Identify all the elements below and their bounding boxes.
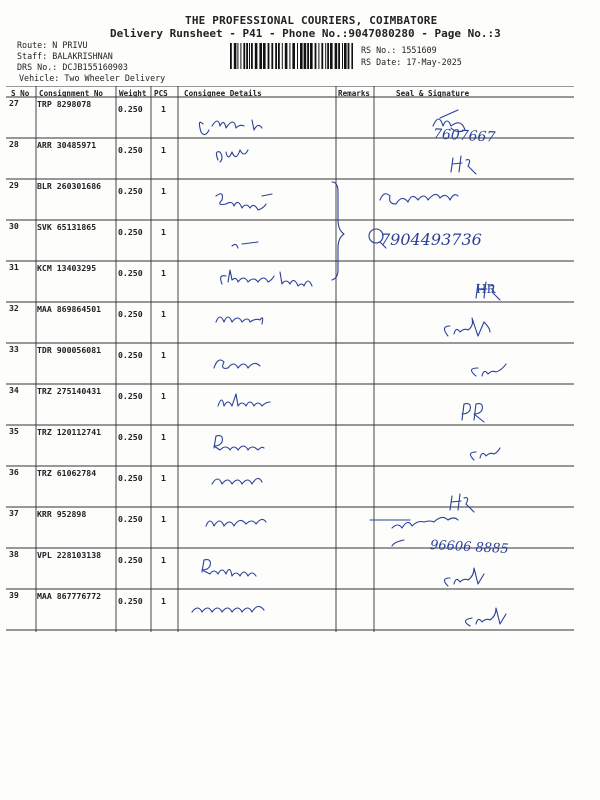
barcode-bar	[327, 43, 329, 69]
handwritten-seal-hr: HR	[476, 282, 496, 296]
row-sno: 30	[9, 221, 19, 231]
barcode-bar	[282, 43, 283, 69]
row-pcs: 1	[161, 227, 166, 237]
row-sno: 35	[9, 426, 19, 436]
row-pcs: 1	[161, 186, 166, 196]
row-pcs: 1	[161, 432, 166, 442]
row-pcs: 1	[161, 350, 166, 360]
col-header-weight: Weight	[119, 89, 147, 98]
barcode-bar	[325, 43, 326, 69]
barcode-bar	[271, 43, 273, 69]
barcode-bar	[251, 43, 253, 69]
row-weight: 0.250	[118, 104, 143, 114]
vehicle-label: Vehicle: Two Wheeler Delivery	[19, 73, 166, 83]
barcode-bar	[246, 43, 248, 69]
barcode-bar	[351, 43, 353, 69]
row-weight: 0.250	[118, 473, 143, 483]
row-pcs: 1	[161, 473, 166, 483]
row-consignment-no: MAA 869864501	[37, 304, 102, 314]
row-sno: 36	[9, 467, 19, 477]
barcode-bar	[243, 43, 245, 69]
row-sno: 28	[9, 139, 19, 149]
barcode-bar	[304, 43, 307, 69]
handwritten-phone-27: 7607667	[432, 126, 496, 146]
row-consignment-no: BLR 260301686	[37, 181, 102, 191]
barcode-bar	[348, 43, 350, 69]
row-weight: 0.250	[118, 186, 143, 196]
barcode-bar	[321, 43, 323, 69]
barcode	[230, 43, 353, 69]
row-consignment-no: VPL 228103138	[37, 550, 102, 560]
col-header-seal-signature: Seal & Signature	[396, 89, 470, 98]
handwritten-phone-30: 7904493736	[380, 230, 482, 249]
row-consignment-no: KRR 952898	[37, 509, 87, 519]
barcode-bar	[278, 43, 280, 69]
row-sno: 39	[9, 590, 19, 600]
barcode-bar	[344, 43, 347, 69]
row-sno: 29	[9, 180, 19, 190]
row-weight: 0.250	[118, 391, 143, 401]
barcode-bar	[240, 43, 241, 69]
barcode-bar	[234, 43, 237, 69]
row-consignment-no: TRZ 275140431	[37, 386, 102, 396]
row-sno: 37	[9, 508, 19, 518]
barcode-bar	[255, 43, 258, 69]
row-consignment-no: SVK 65131865	[37, 222, 97, 232]
barcode-bar	[275, 43, 277, 69]
row-weight: 0.250	[118, 145, 143, 155]
page-title: THE PROFESSIONAL COURIERS, COIMBATORE	[185, 14, 438, 27]
row-pcs: 1	[161, 309, 166, 319]
barcode-bar	[315, 43, 317, 69]
row-weight: 0.250	[118, 555, 143, 565]
barcode-bar	[297, 43, 298, 69]
row-sno: 34	[9, 385, 19, 395]
row-pcs: 1	[161, 268, 166, 278]
col-header-consignment: Consignment No	[39, 89, 104, 98]
row-consignment-no: TRP 8298078	[37, 99, 92, 109]
handwritten-phone-37: 96606 8885	[429, 537, 509, 558]
rs-date: RS Date: 17-May-2025	[361, 57, 462, 67]
barcode-bar	[307, 43, 309, 69]
barcode-bar	[230, 43, 232, 69]
row-sno: 33	[9, 344, 19, 354]
row-sno: 31	[9, 262, 19, 272]
row-pcs: 1	[161, 391, 166, 401]
row-weight: 0.250	[118, 350, 143, 360]
drs-label: DRS No.: DCJB155160903	[17, 62, 128, 72]
row-consignment-no: MAA 867776772	[37, 591, 102, 601]
row-sno: 38	[9, 549, 19, 559]
row-consignment-no: TRZ 120112741	[37, 427, 102, 437]
col-header-consignee: Consignee Details	[184, 89, 262, 98]
col-header-remarks: Remarks	[338, 89, 371, 98]
barcode-bar	[338, 43, 340, 69]
row-pcs: 1	[161, 596, 166, 606]
barcode-bar	[249, 43, 250, 69]
barcode-bar	[330, 43, 333, 69]
row-weight: 0.250	[118, 227, 143, 237]
barcode-bar	[259, 43, 262, 69]
row-weight: 0.250	[118, 514, 143, 524]
row-weight: 0.250	[118, 268, 143, 278]
runsheet-subtitle: Delivery Runsheet - P41 - Phone No.:9047080280 - Page No.:3	[110, 27, 501, 40]
row-consignment-no: ARR 30485971	[37, 140, 97, 150]
route-label: Route: N PRIVU	[17, 40, 88, 50]
row-weight: 0.250	[118, 432, 143, 442]
col-header-sno: S No	[11, 89, 30, 98]
barcode-bar	[335, 43, 338, 69]
row-sno: 32	[9, 303, 19, 313]
row-pcs: 1	[161, 145, 166, 155]
row-pcs: 1	[161, 104, 166, 114]
row-consignment-no: KCM 13403295	[37, 263, 97, 273]
rs-number: RS No.: 1551609	[361, 45, 437, 55]
row-consignment-no: TDR 900056081	[37, 345, 102, 355]
barcode-bar	[318, 43, 319, 69]
barcode-bar	[300, 43, 303, 69]
row-weight: 0.250	[118, 309, 143, 319]
barcode-bar	[237, 43, 238, 69]
barcode-bar	[310, 43, 313, 69]
col-header-pcs: PCS	[154, 89, 168, 98]
row-pcs: 1	[161, 555, 166, 565]
row-consignment-no: TRZ 61062784	[37, 468, 97, 478]
barcode-bar	[292, 43, 295, 69]
barcode-bar	[289, 43, 290, 69]
barcode-bar	[285, 43, 288, 69]
staff-label: Staff: BALAKRISHNAN	[17, 51, 113, 61]
barcode-bar	[263, 43, 266, 69]
row-pcs: 1	[161, 514, 166, 524]
barcode-bar	[268, 43, 270, 69]
row-weight: 0.250	[118, 596, 143, 606]
barcode-bar	[342, 43, 343, 69]
row-sno: 27	[9, 98, 19, 108]
